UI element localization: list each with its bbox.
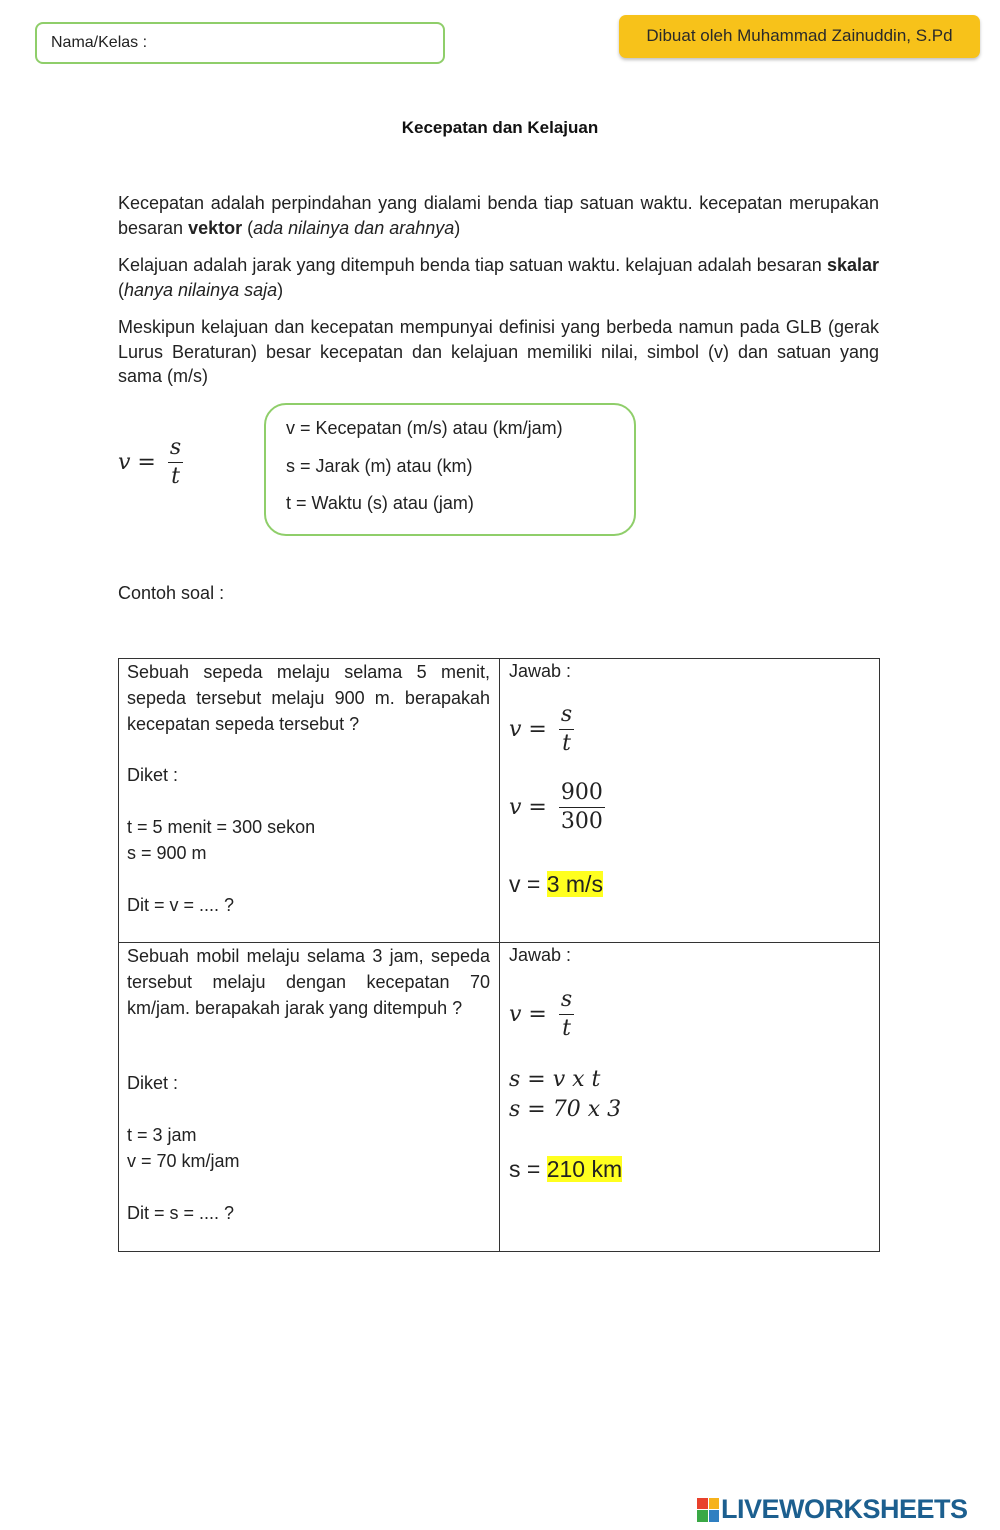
given-time: t = 3 jam — [127, 1125, 197, 1145]
question-text: Sebuah mobil melaju selama 3 jam, sepeda tersebut melaju dengan kecepatan 70 km/jam. berapakah jarak yang ditempuh ? — [127, 946, 490, 1018]
formula-lhs: v = — [118, 450, 156, 475]
logo-square-2 — [709, 1498, 720, 1510]
answer-formula-1-denominator: t — [562, 1016, 571, 1041]
formula-numerator: s — [168, 437, 183, 463]
p1-text-c: ) — [454, 217, 461, 238]
definition-box — [264, 403, 636, 536]
final-answer — [509, 871, 603, 898]
table-row — [119, 943, 880, 1252]
answer-formula-1 — [509, 704, 574, 755]
formula-denominator: t — [171, 464, 180, 489]
answer-cell — [500, 943, 880, 1252]
liveworksheets-logo — [697, 1494, 968, 1525]
answer-formula-2 — [509, 782, 605, 833]
final-answer-prefix: v = — [509, 871, 547, 897]
author-text: Dibuat oleh Muhammad Zainuddin, S.Pd — [646, 26, 953, 45]
given-distance: s = 900 m — [127, 843, 207, 863]
paragraph-kelajuan — [118, 253, 879, 302]
logo-icon — [697, 1498, 719, 1522]
p2-italic: hanya nilainya saja — [124, 279, 278, 300]
paragraph-kecepatan — [118, 191, 879, 240]
formula-fraction — [168, 437, 183, 488]
final-answer — [509, 1156, 622, 1183]
given-velocity: v = 70 km/jam — [127, 1151, 240, 1171]
definition-time: t = Waktu (s) atau (jam) — [286, 493, 474, 513]
answer-formula-1 — [509, 989, 574, 1040]
name-class-label: Nama/Kelas : — [51, 34, 148, 51]
example-problems-table — [118, 658, 880, 1252]
p1-text-b: ( — [242, 217, 254, 238]
page-title: Kecepatan dan Kelajuan — [401, 118, 599, 137]
logo-square-4 — [709, 1510, 720, 1522]
logo-square-3 — [697, 1510, 708, 1522]
final-answer-highlight: 3 m/s — [546, 871, 603, 897]
given-time: t = 5 menit = 300 sekon — [127, 817, 316, 837]
dit-label: Dit = s = .... ? — [127, 1203, 235, 1223]
definition-distance: s = Jarak (m) atau (km) — [286, 455, 473, 476]
author-banner — [619, 15, 980, 58]
table-row — [119, 659, 880, 943]
answer-formula-2-lhs: v = — [509, 795, 547, 820]
main-formula — [118, 437, 183, 488]
question-cell — [119, 659, 500, 943]
diket-label: Diket : — [127, 1073, 179, 1093]
answer-formula-2-numerator: 900 — [559, 782, 605, 808]
p2-bold: skalar — [826, 255, 879, 275]
contoh-soal-label: Contoh soal : — [118, 583, 225, 603]
answer-formula-1-fraction — [559, 989, 574, 1040]
final-answer-prefix: s = — [509, 1156, 547, 1182]
dit-label: Dit = v = .... ? — [127, 895, 235, 915]
question-cell — [119, 943, 500, 1252]
final-answer-highlight: 210 km — [546, 1156, 623, 1182]
p1-text-a: Kecepatan adalah perpindahan yang dialami benda tiap satuan waktu. kecepatan merupakan besaran — [118, 193, 879, 238]
answer-formula-1-numerator: s — [559, 704, 574, 730]
jawab-label: Jawab : — [509, 661, 572, 681]
p2-text-b: ( — [118, 279, 124, 300]
p2-text-c: ) — [277, 279, 284, 300]
answer-formula-1-numerator: s — [559, 989, 574, 1015]
p1-italic: ada nilainya dan arahnya — [253, 217, 455, 238]
answer-formula-2-denominator: 300 — [560, 809, 603, 834]
name-class-field[interactable] — [35, 22, 445, 64]
answer-formula-2-fraction — [559, 782, 605, 833]
answer-formula-1-lhs: v = — [509, 717, 547, 742]
definition-velocity: v = Kecepatan (m/s) atau (km/jam) — [286, 418, 563, 438]
logo-text: LIVEWORKSHEETS — [721, 1494, 968, 1524]
answer-step-2: s = 70 x 3 — [509, 1097, 622, 1122]
diket-label: Diket : — [127, 765, 179, 785]
logo-square-1 — [697, 1498, 708, 1510]
answer-formula-1-fraction — [559, 704, 574, 755]
question-text: Sebuah sepeda melaju selama 5 menit, sepeda tersebut melaju 900 m. berapakah kecepatan sepeda tersebut ? — [127, 662, 490, 734]
answer-formula-1-denominator: t — [562, 731, 571, 756]
p2-text-a: Kelajuan adalah jarak yang ditempuh benda tiap satuan waktu. kelajuan adalah besaran — [118, 255, 827, 275]
paragraph-glb: Meskipun kelajuan dan kecepatan mempunyai definisi yang berbeda namun pada GLB (gerak Lurus Beraturan) besar kecepatan dan kelajuan memiliki nilai, simbol (v) dan satuan yang sama (m/s) — [118, 317, 879, 386]
answer-cell — [500, 659, 880, 943]
answer-step-1: s = v x t — [509, 1067, 601, 1092]
jawab-label: Jawab : — [509, 945, 572, 965]
p1-bold: vektor — [188, 217, 243, 238]
answer-formula-1-lhs: v = — [509, 1002, 547, 1027]
